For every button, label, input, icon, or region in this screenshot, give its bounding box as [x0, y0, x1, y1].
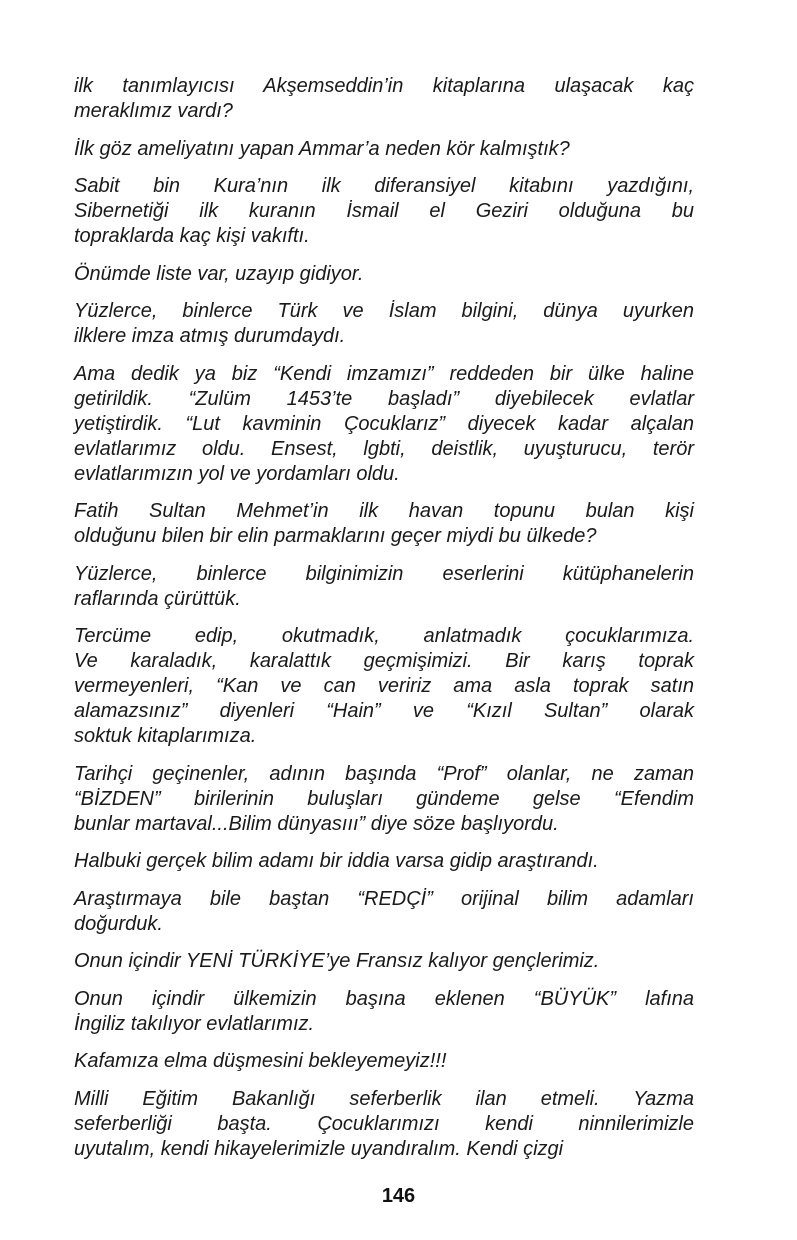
- paragraph: [74, 137, 694, 162]
- text-line: seferberliği başta. Çocuklarımızı kendi ninnilerimizle: [74, 1112, 694, 1135]
- paragraph: [74, 362, 694, 487]
- text-line: Yüzlerce, binlerce bilginimizin eserlerini kütüphanelerin: [74, 562, 694, 585]
- text-line: soktuk kitaplarımıza.: [74, 725, 257, 747]
- paragraph: [74, 987, 694, 1037]
- text-line: meraklımız vardı?: [74, 100, 233, 122]
- paragraph: [74, 562, 694, 612]
- text-line: Ama dedik ya biz “Kendi imzamızı” reddeden bir ülke haline: [74, 362, 694, 385]
- paragraph: [74, 74, 694, 124]
- paragraph: [74, 499, 694, 549]
- paragraph: [74, 849, 694, 874]
- paragraph: [74, 299, 694, 349]
- text-line: bunlar martaval...Bilim dünyasııı” diye söze başlıyordu.: [74, 812, 559, 835]
- text-line: uyutalım, kendi hikayelerimizle uyandıralım. Kendi çizgi: [74, 1137, 564, 1160]
- text-line: Fatih Sultan Mehmet’in ilk havan topunu bulan kişi: [74, 500, 694, 522]
- text-line: İlk göz ameliyatını yapan Ammar’a neden kör kalmıştık?: [74, 137, 570, 160]
- text-line: Kafamıza elma düşmesini bekleyemeyiz!!!: [74, 1050, 447, 1072]
- paragraph: [74, 887, 694, 937]
- text-line: Tarihçi geçinenler, adının başında “Prof” olanlar, ne zaman: [74, 762, 694, 785]
- paragraph: [74, 1087, 694, 1162]
- text-line: Halbuki gerçek bilim adamı bir iddia varsa gidip araştırandı.: [74, 850, 599, 872]
- text-line: vermeyenleri, “Kan ve can veririz ama asla toprak satın: [74, 675, 694, 697]
- text-line: Onun içindir ülkemizin başına eklenen “BÜYÜK” lafına: [74, 987, 694, 1010]
- text-line: “BİZDEN” birilerinin buluşları gündeme gelse “Efendim: [74, 787, 694, 810]
- paragraph: [74, 262, 694, 287]
- text-line: evlatlarımız oldu. Ensest, lgbti, deistlik, uyuşturucu, terör: [74, 437, 694, 460]
- text-line: Sabit bin Kura’nın ilk diferansiyel kitabını yazdığını,: [74, 175, 694, 197]
- text-line: Milli Eğitim Bakanlığı seferberlik ilan etmeli. Yazma: [74, 1087, 694, 1110]
- text-line: doğurduk.: [74, 912, 163, 935]
- text-line: Ve karaladık, karalattık geçmişimizi. Bir karış toprak: [74, 650, 694, 672]
- paragraph: [74, 949, 694, 974]
- text-line: Yüzlerce, binlerce Türk ve İslam bilgini, dünya uyurken: [74, 300, 694, 322]
- text-line: Sibernetiği ilk kuranın İsmail el Geziri olduğuna bu: [74, 200, 694, 222]
- text-line: raflarında çürüttük.: [74, 587, 241, 610]
- text-line: alamazsınız” diyenleri “Hain” ve “Kızıl Sultan” olarak: [74, 700, 694, 722]
- text-line: ilklere imza atmış durumdaydı.: [74, 325, 346, 347]
- text-line: Onun içindir YENİ TÜRKİYE’ye Fransız kalıyor gençlerimiz.: [74, 950, 600, 972]
- page-text-block: [74, 74, 694, 1174]
- paragraph: [74, 1049, 694, 1074]
- text-line: ilk tanımlayıcısı Akşemseddin’in kitaplarına ulaşacak kaç: [74, 75, 694, 97]
- text-line: yetiştirdik. “Lut kavminin Çocuklarız” diyecek kadar alçalan: [74, 412, 694, 435]
- text-line: olduğunu bilen bir elin parmaklarını geçer miydi bu ülkede?: [74, 525, 597, 547]
- page-number: 146: [381, 1185, 416, 1207]
- text-line: Önümde liste var, uzayıp gidiyor.: [74, 262, 364, 285]
- paragraph: [74, 624, 694, 749]
- paragraph: [74, 762, 694, 837]
- text-line: evlatlarımızın yol ve yordamları oldu.: [74, 462, 400, 485]
- text-line: İngiliz takılıyor evlatlarımız.: [74, 1012, 315, 1035]
- text-line: topraklarda kaç kişi vakıftı.: [74, 225, 310, 247]
- paragraph: [74, 174, 694, 249]
- text-line: Tercüme edip, okutmadık, anlatmadık çocuklarımıza.: [74, 625, 694, 647]
- text-line: getirildik. “Zulüm 1453’te başladı” diyebilecek evlatlar: [74, 387, 694, 410]
- text-line: Araştırmaya bile baştan “REDÇİ” orijinal bilim adamları: [74, 887, 694, 910]
